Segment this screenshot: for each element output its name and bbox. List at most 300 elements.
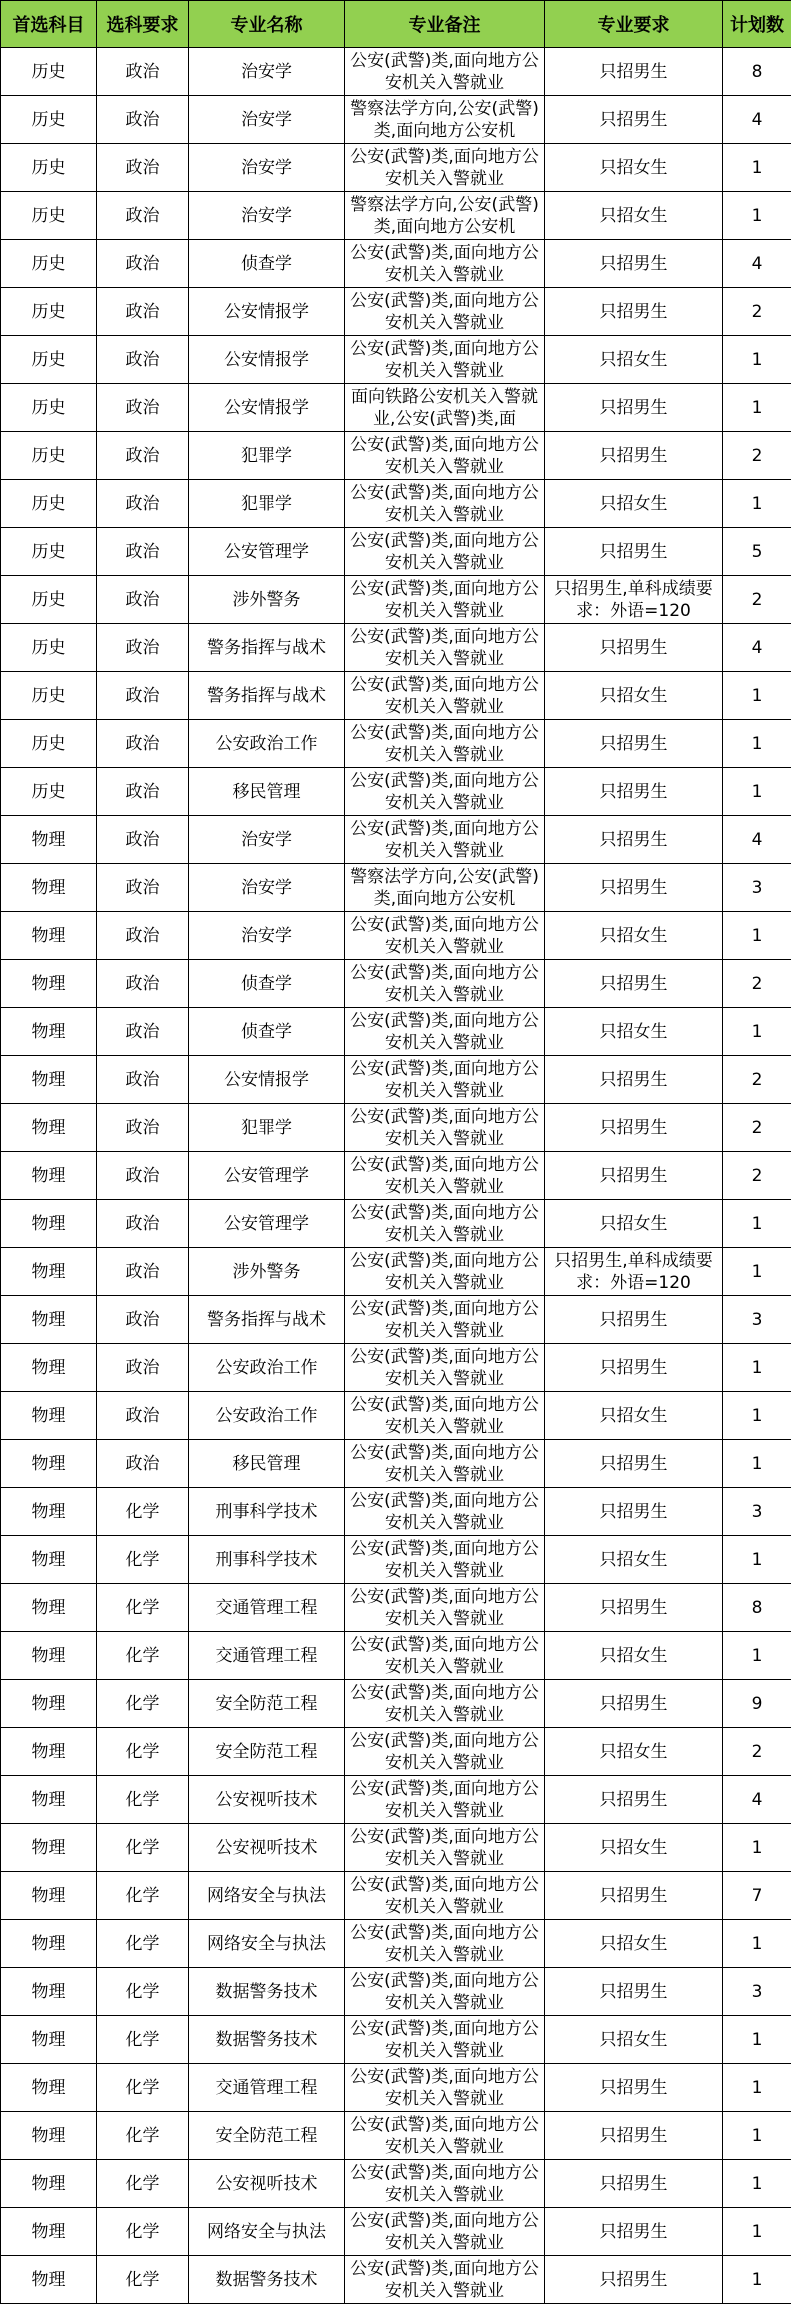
header-row (1, 1, 791, 48)
cell-major-requirement-text: 只招男生 (599, 541, 668, 562)
cell-major-notes-text: 公安(武警)类,面向地方公安机关入警就业 (350, 530, 539, 573)
header-major-name: 专业名称 (189, 1, 345, 48)
cell-plan-count: 2 (723, 1728, 791, 1776)
cell-major-name: 网络安全与执法 (189, 2208, 345, 2256)
cell-first-subject: 物理 (1, 1488, 97, 1536)
cell-major-name: 交通管理工程 (189, 1584, 345, 1632)
cell-plan-count: 1 (723, 912, 791, 960)
cell-major-name: 治安学 (189, 48, 345, 96)
cell-major-notes (345, 1248, 545, 1296)
cell-major-notes (345, 720, 545, 768)
cell-subject-requirement: 政治 (97, 1296, 189, 1344)
table-row (1, 1392, 791, 1440)
table-row (1, 1488, 791, 1536)
cell-first-subject: 物理 (1, 2160, 97, 2208)
table-body (1, 48, 791, 2304)
cell-first-subject: 物理 (1, 2256, 97, 2304)
cell-major-requirement (545, 1248, 723, 1296)
cell-plan-count: 3 (723, 1488, 791, 1536)
cell-major-notes (345, 1872, 545, 1920)
cell-major-notes-text: 公安(武警)类,面向地方公安机关入警就业 (350, 242, 539, 285)
cell-subject-requirement: 政治 (97, 960, 189, 1008)
cell-major-notes-text: 警察法学方向,公安(武警)类,面向地方公安机 (350, 98, 539, 141)
cell-subject-requirement: 化学 (97, 1632, 189, 1680)
cell-major-notes-text: 公安(武警)类,面向地方公安机关入警就业 (350, 338, 539, 381)
cell-plan-count: 1 (723, 192, 791, 240)
cell-subject-requirement: 政治 (97, 480, 189, 528)
cell-major-notes (345, 2112, 545, 2160)
cell-major-notes (345, 1440, 545, 1488)
cell-first-subject: 物理 (1, 1344, 97, 1392)
cell-major-notes (345, 192, 545, 240)
cell-major-notes-text: 公安(武警)类,面向地方公安机关入警就业 (350, 1106, 539, 1149)
cell-major-notes-text: 公安(武警)类,面向地方公安机关入警就业 (350, 290, 539, 333)
cell-first-subject: 物理 (1, 1584, 97, 1632)
table-row (1, 1008, 791, 1056)
cell-first-subject: 物理 (1, 2016, 97, 2064)
cell-subject-requirement: 政治 (97, 528, 189, 576)
cell-major-requirement-text: 只招男生 (599, 1981, 668, 2002)
cell-major-requirement-text: 只招女生 (599, 1213, 668, 1234)
cell-major-name: 治安学 (189, 96, 345, 144)
cell-plan-count: 1 (723, 1920, 791, 1968)
cell-major-notes (345, 1920, 545, 1968)
cell-major-notes (345, 2064, 545, 2112)
cell-first-subject: 历史 (1, 528, 97, 576)
cell-plan-count: 3 (723, 1296, 791, 1344)
cell-subject-requirement: 政治 (97, 1056, 189, 1104)
table-row (1, 1776, 791, 1824)
cell-plan-count: 4 (723, 624, 791, 672)
cell-major-requirement (545, 816, 723, 864)
cell-major-notes-text: 公安(武警)类,面向地方公安机关入警就业 (350, 1970, 539, 2013)
cell-subject-requirement: 政治 (97, 192, 189, 240)
cell-first-subject: 历史 (1, 336, 97, 384)
cell-first-subject: 物理 (1, 1152, 97, 1200)
cell-major-name: 数据警务技术 (189, 2256, 345, 2304)
table-row (1, 1104, 791, 1152)
cell-major-notes-text: 公安(武警)类,面向地方公安机关入警就业 (350, 2066, 539, 2109)
cell-subject-requirement: 化学 (97, 1776, 189, 1824)
cell-plan-count: 1 (723, 672, 791, 720)
cell-major-requirement-text: 只招男生 (599, 1789, 668, 1810)
cell-major-requirement (545, 1632, 723, 1680)
cell-plan-count: 8 (723, 48, 791, 96)
cell-subject-requirement: 化学 (97, 1584, 189, 1632)
cell-major-name: 治安学 (189, 144, 345, 192)
cell-major-requirement-text: 只招男生 (599, 1693, 668, 1714)
cell-major-notes (345, 1296, 545, 1344)
cell-first-subject: 物理 (1, 912, 97, 960)
cell-plan-count: 1 (723, 1008, 791, 1056)
cell-major-name: 公安政治工作 (189, 720, 345, 768)
cell-plan-count: 1 (723, 480, 791, 528)
cell-major-notes (345, 2208, 545, 2256)
cell-first-subject: 物理 (1, 1776, 97, 1824)
cell-plan-count: 4 (723, 240, 791, 288)
cell-major-requirement-text: 只招女生 (599, 685, 668, 706)
cell-major-notes-text: 公安(武警)类,面向地方公安机关入警就业 (350, 434, 539, 477)
cell-plan-count: 1 (723, 2064, 791, 2112)
cell-major-notes-text: 公安(武警)类,面向地方公安机关入警就业 (350, 674, 539, 717)
cell-major-requirement (545, 720, 723, 768)
cell-major-requirement-text: 只招男生 (599, 301, 668, 322)
cell-first-subject: 物理 (1, 1968, 97, 2016)
cell-major-requirement-text: 只招男生 (599, 2173, 668, 2194)
cell-subject-requirement: 化学 (97, 1824, 189, 1872)
cell-first-subject: 历史 (1, 480, 97, 528)
cell-subject-requirement: 政治 (97, 672, 189, 720)
cell-major-requirement (545, 1824, 723, 1872)
cell-major-requirement-text: 只招男生 (599, 1069, 668, 1090)
cell-major-notes-text: 公安(武警)类,面向地方公安机关入警就业 (350, 1634, 539, 1677)
cell-subject-requirement: 政治 (97, 1392, 189, 1440)
cell-plan-count: 1 (723, 2112, 791, 2160)
cell-major-requirement (545, 1728, 723, 1776)
cell-major-requirement-text: 只招女生 (599, 1021, 668, 1042)
cell-first-subject: 物理 (1, 1920, 97, 1968)
cell-first-subject: 历史 (1, 144, 97, 192)
cell-major-notes (345, 1584, 545, 1632)
cell-first-subject: 历史 (1, 576, 97, 624)
cell-major-requirement (545, 1440, 723, 1488)
cell-major-requirement (545, 1920, 723, 1968)
cell-major-requirement-text: 只招男生 (599, 61, 668, 82)
cell-major-notes (345, 1632, 545, 1680)
cell-major-notes-text: 公安(武警)类,面向地方公安机关入警就业 (350, 1682, 539, 1725)
cell-major-name: 犯罪学 (189, 1104, 345, 1152)
cell-first-subject: 历史 (1, 192, 97, 240)
cell-major-name: 网络安全与执法 (189, 1872, 345, 1920)
cell-major-requirement (545, 1776, 723, 1824)
cell-major-requirement (545, 2208, 723, 2256)
cell-major-notes-text: 公安(武警)类,面向地方公安机关入警就业 (350, 1202, 539, 1245)
table-row (1, 864, 791, 912)
cell-first-subject: 物理 (1, 1200, 97, 1248)
cell-subject-requirement: 化学 (97, 1536, 189, 1584)
cell-major-name: 移民管理 (189, 768, 345, 816)
cell-major-requirement-text: 只招男生 (599, 397, 668, 418)
table-row (1, 1056, 791, 1104)
cell-major-notes (345, 1968, 545, 2016)
table-row (1, 2256, 791, 2304)
header-subject-requirement: 选科要求 (97, 1, 189, 48)
cell-plan-count: 1 (723, 1440, 791, 1488)
cell-major-name: 公安情报学 (189, 384, 345, 432)
cell-subject-requirement: 政治 (97, 1152, 189, 1200)
cell-major-requirement (545, 1488, 723, 1536)
cell-major-notes (345, 960, 545, 1008)
cell-major-name: 公安视听技术 (189, 1776, 345, 1824)
cell-major-requirement-text: 只招男生 (599, 1357, 668, 1378)
cell-major-notes (345, 1200, 545, 1248)
cell-major-requirement (545, 768, 723, 816)
table-row (1, 432, 791, 480)
cell-major-requirement-text: 只招男生 (599, 877, 668, 898)
cell-first-subject: 物理 (1, 1104, 97, 1152)
cell-subject-requirement: 化学 (97, 2112, 189, 2160)
cell-major-requirement (545, 336, 723, 384)
cell-subject-requirement: 化学 (97, 1488, 189, 1536)
cell-major-notes-text: 公安(武警)类,面向地方公安机关入警就业 (350, 1298, 539, 1341)
cell-major-notes-text: 公安(武警)类,面向地方公安机关入警就业 (350, 722, 539, 765)
table-row (1, 1536, 791, 1584)
table-row (1, 1296, 791, 1344)
cell-major-notes-text: 公安(武警)类,面向地方公安机关入警就业 (350, 1394, 539, 1437)
cell-major-name: 公安情报学 (189, 1056, 345, 1104)
cell-first-subject: 物理 (1, 960, 97, 1008)
table-row (1, 768, 791, 816)
cell-subject-requirement: 政治 (97, 1008, 189, 1056)
cell-first-subject: 物理 (1, 1056, 97, 1104)
cell-first-subject: 历史 (1, 720, 97, 768)
table-row (1, 1872, 791, 1920)
cell-major-notes (345, 1056, 545, 1104)
cell-subject-requirement: 政治 (97, 96, 189, 144)
cell-plan-count: 1 (723, 1248, 791, 1296)
cell-major-requirement (545, 1536, 723, 1584)
cell-major-requirement (545, 432, 723, 480)
cell-major-requirement-text: 只招女生 (599, 2029, 668, 2050)
cell-major-name: 数据警务技术 (189, 1968, 345, 2016)
cell-first-subject: 历史 (1, 768, 97, 816)
cell-major-requirement-text: 只招男生 (599, 2125, 668, 2146)
cell-plan-count: 1 (723, 1632, 791, 1680)
cell-major-name: 犯罪学 (189, 480, 345, 528)
cell-major-notes-text: 公安(武警)类,面向地方公安机关入警就业 (350, 50, 539, 93)
cell-plan-count: 2 (723, 1104, 791, 1152)
table-row (1, 144, 791, 192)
table-row (1, 1584, 791, 1632)
cell-major-requirement (545, 288, 723, 336)
table-row (1, 624, 791, 672)
cell-major-notes (345, 2016, 545, 2064)
cell-major-name: 安全防范工程 (189, 1728, 345, 1776)
cell-major-name: 治安学 (189, 816, 345, 864)
cell-major-notes (345, 1392, 545, 1440)
cell-first-subject: 物理 (1, 1296, 97, 1344)
cell-plan-count: 9 (723, 1680, 791, 1728)
cell-major-name: 刑事科学技术 (189, 1488, 345, 1536)
cell-major-requirement (545, 624, 723, 672)
cell-major-requirement-text: 只招男生 (599, 1117, 668, 1138)
cell-major-requirement (545, 1584, 723, 1632)
cell-major-notes (345, 1680, 545, 1728)
cell-major-notes (345, 1008, 545, 1056)
cell-major-requirement-text: 只招男生 (599, 829, 668, 850)
cell-plan-count: 2 (723, 576, 791, 624)
cell-major-requirement (545, 1968, 723, 2016)
cell-subject-requirement: 化学 (97, 2256, 189, 2304)
table-row (1, 1344, 791, 1392)
cell-major-requirement (545, 1008, 723, 1056)
table-row (1, 1680, 791, 1728)
cell-major-requirement (545, 2160, 723, 2208)
cell-major-name: 涉外警务 (189, 1248, 345, 1296)
table-row (1, 336, 791, 384)
cell-major-notes (345, 576, 545, 624)
cell-major-notes-text: 公安(武警)类,面向地方公安机关入警就业 (350, 818, 539, 861)
table-row (1, 480, 791, 528)
cell-major-requirement-text: 只招女生 (599, 1837, 668, 1858)
cell-major-notes-text: 公安(武警)类,面向地方公安机关入警就业 (350, 1490, 539, 1533)
cell-major-requirement-text: 只招男生 (599, 2077, 668, 2098)
cell-subject-requirement: 政治 (97, 1104, 189, 1152)
cell-plan-count: 4 (723, 1776, 791, 1824)
cell-plan-count: 1 (723, 2160, 791, 2208)
cell-first-subject: 物理 (1, 1680, 97, 1728)
cell-major-requirement-text: 只招女生 (599, 925, 668, 946)
cell-major-name: 公安政治工作 (189, 1344, 345, 1392)
cell-major-requirement (545, 672, 723, 720)
cell-subject-requirement: 政治 (97, 1200, 189, 1248)
cell-first-subject: 物理 (1, 1824, 97, 1872)
cell-major-name: 治安学 (189, 864, 345, 912)
cell-first-subject: 物理 (1, 1632, 97, 1680)
cell-major-requirement-text: 只招女生 (599, 493, 668, 514)
table-row (1, 288, 791, 336)
cell-major-notes (345, 2256, 545, 2304)
cell-major-notes (345, 624, 545, 672)
cell-major-requirement-text: 只招男生 (599, 1309, 668, 1330)
cell-major-notes-text: 公安(武警)类,面向地方公安机关入警就业 (350, 1586, 539, 1629)
cell-major-name: 交通管理工程 (189, 1632, 345, 1680)
cell-subject-requirement: 政治 (97, 1440, 189, 1488)
cell-major-notes-text: 公安(武警)类,面向地方公安机关入警就业 (350, 1010, 539, 1053)
table-row (1, 1968, 791, 2016)
table-row (1, 1248, 791, 1296)
cell-major-notes-text: 公安(武警)类,面向地方公安机关入警就业 (350, 1154, 539, 1197)
cell-major-requirement-text: 只招男生 (599, 973, 668, 994)
cell-plan-count: 1 (723, 768, 791, 816)
cell-major-requirement (545, 1152, 723, 1200)
cell-subject-requirement: 化学 (97, 1680, 189, 1728)
cell-subject-requirement: 政治 (97, 336, 189, 384)
cell-major-notes-text: 公安(武警)类,面向地方公安机关入警就业 (350, 1826, 539, 1869)
cell-major-requirement-text: 只招男生 (599, 637, 668, 658)
cell-major-requirement (545, 1296, 723, 1344)
cell-subject-requirement: 化学 (97, 1728, 189, 1776)
table-row (1, 960, 791, 1008)
cell-major-notes-text: 公安(武警)类,面向地方公安机关入警就业 (350, 2114, 539, 2157)
cell-major-requirement (545, 384, 723, 432)
table-row (1, 2064, 791, 2112)
cell-major-name: 刑事科学技术 (189, 1536, 345, 1584)
cell-first-subject: 历史 (1, 48, 97, 96)
table-row (1, 1920, 791, 1968)
cell-subject-requirement: 政治 (97, 288, 189, 336)
cell-major-requirement-text: 只招男生 (599, 2269, 668, 2290)
cell-major-notes-text: 公安(武警)类,面向地方公安机关入警就业 (350, 1922, 539, 1965)
cell-major-notes-text: 公安(武警)类,面向地方公安机关入警就业 (350, 1442, 539, 1485)
cell-major-name: 公安视听技术 (189, 1824, 345, 1872)
table-row (1, 2160, 791, 2208)
cell-plan-count: 1 (723, 720, 791, 768)
cell-major-requirement-text: 只招女生 (599, 1933, 668, 1954)
cell-major-name: 公安情报学 (189, 288, 345, 336)
cell-subject-requirement: 政治 (97, 48, 189, 96)
cell-major-requirement-text: 只招女生 (599, 1549, 668, 1570)
cell-subject-requirement: 化学 (97, 2208, 189, 2256)
cell-subject-requirement: 政治 (97, 240, 189, 288)
cell-first-subject: 历史 (1, 384, 97, 432)
cell-major-notes (345, 48, 545, 96)
cell-plan-count: 1 (723, 384, 791, 432)
cell-major-requirement-text: 只招女生 (599, 1645, 668, 1666)
cell-subject-requirement: 政治 (97, 144, 189, 192)
cell-major-requirement (545, 1056, 723, 1104)
cell-major-requirement (545, 1344, 723, 1392)
cell-major-requirement (545, 240, 723, 288)
cell-major-name: 侦查学 (189, 240, 345, 288)
cell-subject-requirement: 化学 (97, 1872, 189, 1920)
cell-major-requirement (545, 2016, 723, 2064)
table-row (1, 2112, 791, 2160)
cell-major-requirement (545, 576, 723, 624)
cell-major-requirement-text: 只招男生 (599, 445, 668, 466)
table-row (1, 816, 791, 864)
cell-major-name: 侦查学 (189, 1008, 345, 1056)
cell-major-notes-text: 公安(武警)类,面向地方公安机关入警就业 (350, 2162, 539, 2205)
table-row (1, 672, 791, 720)
cell-plan-count: 3 (723, 1968, 791, 2016)
cell-plan-count: 1 (723, 1200, 791, 1248)
cell-major-requirement-text: 只招男生 (599, 2221, 668, 2242)
cell-major-notes-text: 公安(武警)类,面向地方公安机关入警就业 (350, 770, 539, 813)
cell-major-requirement-text: 只招男生 (599, 1501, 668, 1522)
table-row (1, 576, 791, 624)
cell-major-notes-text: 公安(武警)类,面向地方公安机关入警就业 (350, 482, 539, 525)
cell-major-name: 数据警务技术 (189, 2016, 345, 2064)
cell-subject-requirement: 政治 (97, 624, 189, 672)
cell-major-requirement (545, 48, 723, 96)
cell-major-notes (345, 816, 545, 864)
cell-major-notes (345, 1728, 545, 1776)
table-row (1, 1728, 791, 1776)
cell-major-notes (345, 1536, 545, 1584)
cell-major-notes-text: 警察法学方向,公安(武警)类,面向地方公安机 (350, 194, 539, 237)
cell-major-notes (345, 1776, 545, 1824)
cell-major-name: 公安视听技术 (189, 2160, 345, 2208)
cell-major-requirement (545, 528, 723, 576)
cell-major-notes-text: 公安(武警)类,面向地方公安机关入警就业 (350, 1058, 539, 1101)
cell-major-notes (345, 528, 545, 576)
cell-major-name: 网络安全与执法 (189, 1920, 345, 1968)
cell-plan-count: 2 (723, 432, 791, 480)
cell-major-requirement-text: 只招男生 (599, 733, 668, 754)
header-major-requirement: 专业要求 (545, 1, 723, 48)
table-row (1, 720, 791, 768)
cell-major-requirement (545, 1872, 723, 1920)
cell-first-subject: 物理 (1, 2208, 97, 2256)
table-row (1, 1200, 791, 1248)
cell-major-name: 治安学 (189, 192, 345, 240)
cell-major-requirement (545, 960, 723, 1008)
cell-major-requirement-text: 只招男生 (599, 1885, 668, 1906)
cell-plan-count: 2 (723, 1056, 791, 1104)
cell-major-requirement-text: 只招男生 (599, 1453, 668, 1474)
cell-first-subject: 历史 (1, 432, 97, 480)
cell-plan-count: 4 (723, 96, 791, 144)
cell-major-notes (345, 912, 545, 960)
cell-major-notes (345, 864, 545, 912)
cell-major-notes (345, 384, 545, 432)
cell-major-notes-text: 公安(武警)类,面向地方公安机关入警就业 (350, 914, 539, 957)
cell-major-requirement-text: 只招男生,单科成绩要求：外语=120 (554, 578, 713, 621)
cell-major-notes-text: 公安(武警)类,面向地方公安机关入警就业 (350, 1730, 539, 1773)
cell-plan-count: 1 (723, 2016, 791, 2064)
cell-major-notes (345, 1104, 545, 1152)
